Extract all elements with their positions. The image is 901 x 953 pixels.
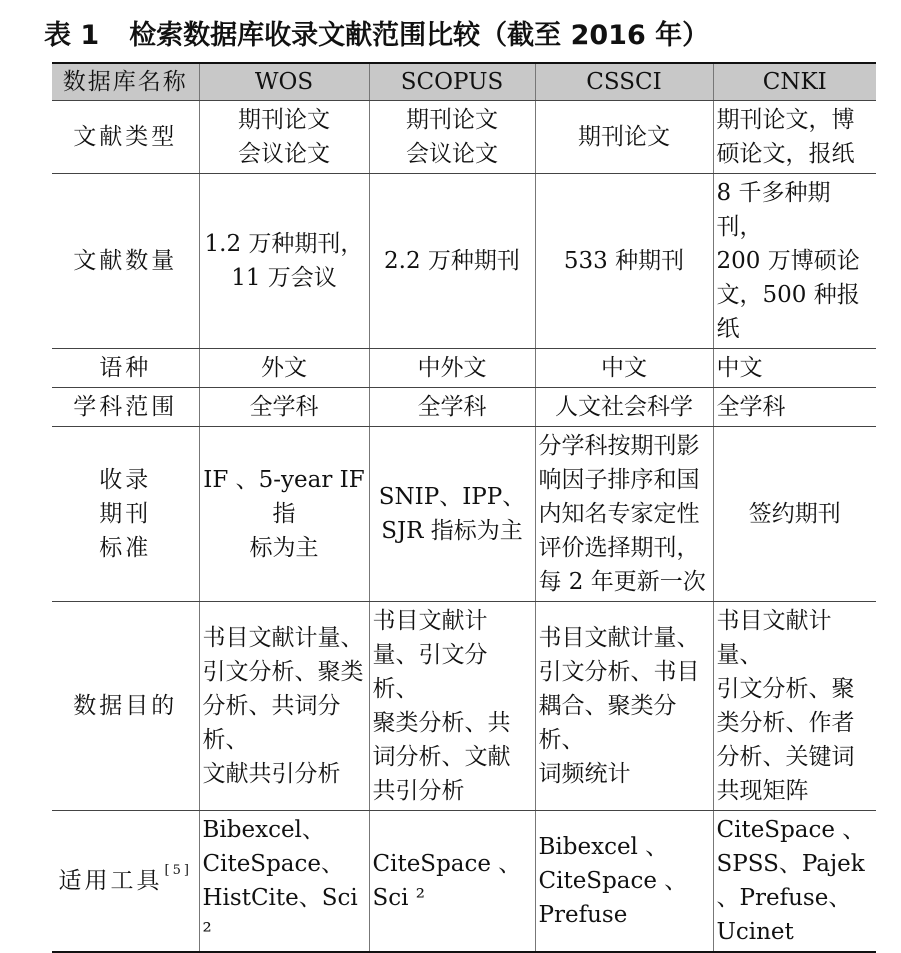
- row-data-purpose: [52, 602, 876, 811]
- header-scopus: SCOPUS: [369, 63, 535, 101]
- cell-scopus: 全学科: [369, 388, 535, 427]
- cell-cssci: 人文社会科学: [535, 388, 713, 427]
- row-subject-scope: [52, 388, 876, 427]
- cell-cssci: Bibexcel 、 CiteSpace 、 Prefuse: [535, 811, 713, 953]
- row-label: 适用工具 [5]: [52, 811, 199, 953]
- cell-scopus: 期刊论文 会议论文: [369, 101, 535, 174]
- row-applicable-tools: [52, 811, 876, 953]
- cell-wos: Bibexcel、 CiteSpace、 HistCite、Sci ²: [199, 811, 369, 953]
- row-literature-count: [52, 174, 876, 349]
- cell-cnki: CiteSpace 、 SPSS、Pajek 、Prefuse、 Ucinet: [713, 811, 876, 953]
- cell-cnki: 中文: [713, 349, 876, 388]
- cell-cssci: 533 种期刊: [535, 174, 713, 349]
- row-label: 数据目的: [52, 602, 199, 811]
- cell-wos: 1.2 万种期刊， 11 万会议: [199, 174, 369, 349]
- cell-scopus: 中外文: [369, 349, 535, 388]
- cell-cssci: 书目文献计量、 引文分析、书目 耦合、聚类分析、 词频统计: [535, 602, 713, 811]
- cell-scopus: CiteSpace 、 Sci ²: [369, 811, 535, 953]
- header-wos: WOS: [199, 63, 369, 101]
- cell-scopus: 2.2 万种期刊: [369, 174, 535, 349]
- cell-cnki: 期刊论文，博 硕论文，报纸: [713, 101, 876, 174]
- comparison-table: [52, 62, 876, 953]
- row-journal-criteria: [52, 427, 876, 602]
- cell-wos: 外文: [199, 349, 369, 388]
- header-db-name: 数据库名称: [52, 63, 199, 101]
- cell-wos: 书目文献计量、 引文分析、聚类 分析、共词分析、 文献共引分析: [199, 602, 369, 811]
- cell-wos: 全学科: [199, 388, 369, 427]
- cell-cssci: 中文: [535, 349, 713, 388]
- cell-cnki: 签约期刊: [713, 427, 876, 602]
- table-number: 表 1: [44, 20, 100, 51]
- cell-cnki: 书目文献计量、 引文分析、聚 类分析、作者 分析、关键词 共现矩阵: [713, 602, 876, 811]
- cell-scopus: 书目文献计 量、引文分析、 聚类分析、共 词分析、文献 共引分析: [369, 602, 535, 811]
- table-caption: [44, 14, 884, 58]
- header-cssci: CSSCI: [535, 63, 713, 101]
- row-language: [52, 349, 876, 388]
- header-cnki: CNKI: [713, 63, 876, 101]
- cell-cnki: 全学科: [713, 388, 876, 427]
- row-label: 语种: [52, 349, 199, 388]
- cell-wos: 期刊论文 会议论文: [199, 101, 369, 174]
- row-label: 文献类型: [52, 101, 199, 174]
- cell-cnki: 8 千多种期刊， 200 万博硕论 文，500 种报纸: [713, 174, 876, 349]
- cell-cssci: 分学科按期刊影 响因子排序和国 内知名专家定性 评价选择期刊， 每 2 年更新一次: [535, 427, 713, 602]
- cell-cssci: 期刊论文: [535, 101, 713, 174]
- cell-wos: IF 、5-year IF 指 标为主: [199, 427, 369, 602]
- row-literature-type: [52, 101, 876, 174]
- row-label: 文献数量: [52, 174, 199, 349]
- row-label: 学科范围: [52, 388, 199, 427]
- row-label: 收录 期刊 标准: [52, 427, 199, 602]
- reference-marker: [5]: [164, 863, 192, 878]
- cell-scopus: SNIP、IPP、 SJR 指标为主: [369, 427, 535, 602]
- table-header-row: [52, 63, 876, 101]
- table-title: 检索数据库收录文献范围比较（截至 2016 年）: [129, 20, 710, 51]
